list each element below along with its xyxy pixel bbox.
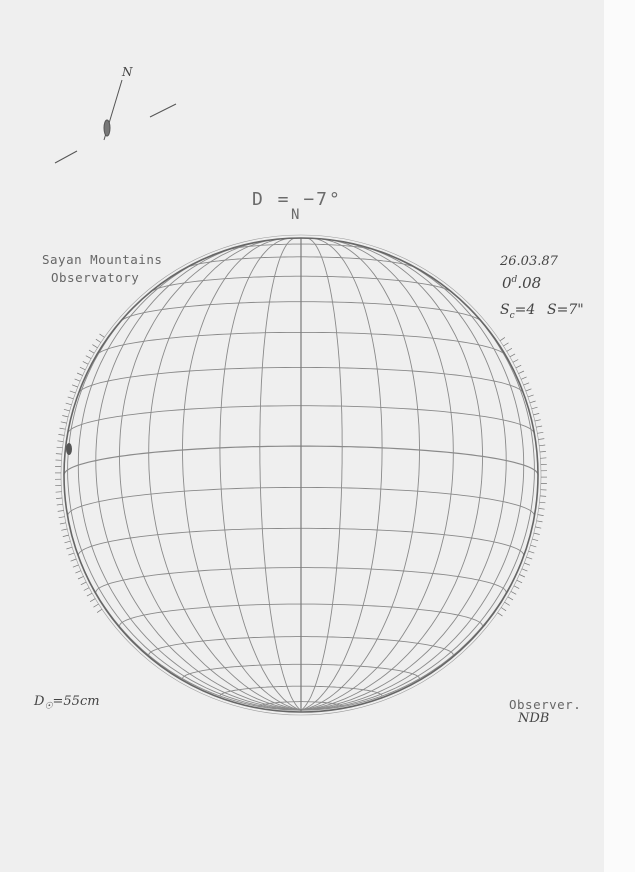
orientation-tick-left	[55, 151, 77, 163]
east-limb-tick	[57, 441, 63, 442]
diameter-value: =55cm	[52, 694, 100, 709]
west-limb-tick	[501, 608, 506, 611]
west-limb-tick	[503, 343, 508, 346]
east-limb-tick	[77, 373, 83, 376]
east-limb-tick	[94, 604, 99, 607]
west-limb-tick	[513, 360, 518, 363]
longitude-line	[301, 238, 342, 710]
east-limb-tick	[97, 609, 102, 612]
instrument-diameter	[34, 694, 100, 712]
east-limb-tick	[56, 498, 62, 499]
observer-name: NDB	[518, 711, 550, 726]
west-limb-tick	[532, 539, 538, 541]
east-limb-tick	[92, 345, 97, 348]
west-limb-tick	[519, 371, 525, 374]
east-limb-tick	[58, 434, 64, 435]
longitude-line	[119, 241, 301, 710]
orientation-tick-right	[150, 104, 176, 117]
east-limb-tick	[61, 422, 67, 423]
east-limb-tick	[59, 517, 65, 518]
west-limb-tick	[531, 545, 537, 547]
east-limb-tick	[96, 339, 101, 342]
west-limb-tick	[537, 432, 543, 433]
west-limb-tick	[498, 613, 503, 616]
spot-marker-icon	[104, 120, 110, 136]
observation-time-days: 0	[502, 274, 512, 292]
seeing-sc	[500, 302, 535, 321]
observatory-name-line2: Observatory	[51, 270, 140, 285]
west-limb-tick	[540, 502, 546, 503]
east-limb-tick	[80, 367, 85, 370]
west-limb-tick	[535, 527, 541, 528]
west-limb-tick	[530, 401, 536, 403]
west-limb-tick	[535, 420, 541, 421]
east-limb-tick	[70, 391, 76, 393]
east-limb-tick	[81, 582, 86, 585]
sunspot-icon	[66, 443, 72, 455]
longitude-line	[301, 241, 483, 710]
west-limb-tick	[505, 602, 510, 605]
west-limb-tick	[521, 377, 527, 379]
east-limb-tick	[66, 547, 72, 549]
west-limb-tick	[508, 597, 513, 600]
west-limb-tick	[526, 389, 532, 391]
west-limb-tick	[537, 521, 543, 522]
east-limb-tick	[73, 565, 79, 567]
east-limb-tick	[57, 504, 63, 505]
west-limb-tick	[514, 586, 519, 589]
east-limb-tick	[60, 428, 66, 429]
east-limb-tick	[61, 529, 67, 530]
east-limb-tick	[75, 571, 81, 573]
east-limb-tick	[78, 576, 84, 579]
east-limb-tick	[87, 593, 92, 596]
east-limb-tick	[71, 559, 77, 561]
longitude-line	[301, 239, 420, 710]
east-limb-tick	[60, 523, 66, 524]
observation-time	[502, 274, 541, 292]
west-limb-tick	[540, 451, 546, 452]
east-limb-tick	[56, 492, 62, 493]
diameter-symbol: D	[34, 694, 45, 709]
east-limb-tick	[65, 541, 71, 543]
west-limb-tick	[528, 395, 534, 397]
east-limb-tick	[100, 334, 105, 337]
seeing-sc-symbol: S	[500, 302, 510, 318]
observation-time-fraction: .08	[517, 274, 542, 292]
east-limb-tick	[58, 511, 64, 512]
west-limb-tick	[534, 533, 540, 534]
observer-label: Observer.	[509, 697, 582, 712]
east-limb-tick	[86, 356, 91, 359]
observation-time-unit: d	[511, 275, 518, 285]
longitude-line	[183, 239, 302, 710]
west-limb-tick	[539, 445, 545, 446]
east-limb-tick	[62, 416, 68, 417]
west-limb-tick	[539, 508, 545, 509]
east-limb-tick	[68, 397, 74, 399]
east-limb-tick	[84, 588, 89, 591]
east-limb-tick	[75, 379, 81, 381]
observatory-name-line1: Sayan Mountains	[42, 252, 163, 267]
west-limb-tick	[524, 563, 530, 565]
west-limb-tick	[538, 515, 544, 516]
west-limb-tick	[529, 551, 535, 553]
longitude-line	[78, 251, 301, 711]
longitude-line	[301, 251, 524, 711]
west-limb-tick	[517, 580, 522, 583]
east-limb-tick	[63, 535, 69, 537]
west-limb-tick	[519, 575, 525, 578]
solar-disk	[52, 235, 547, 715]
west-limb-tick	[540, 458, 546, 459]
west-limb-tick	[533, 413, 539, 415]
east-limb-tick	[72, 385, 78, 387]
east-limb-tick	[68, 553, 74, 555]
east-limb-tick	[66, 403, 72, 405]
diameter-subscript: ☉	[44, 701, 53, 712]
west-limb-tick	[516, 365, 521, 368]
west-limb-tick	[510, 354, 515, 357]
seeing-sc-value: =4	[514, 302, 536, 318]
west-limb-tick	[524, 383, 530, 385]
west-limb-tick	[540, 496, 546, 497]
west-limb-tick	[536, 426, 542, 427]
north-pole-label: N	[291, 207, 300, 223]
west-limb-tick	[507, 348, 512, 351]
east-limb-tick	[89, 350, 94, 353]
west-limb-tick	[500, 337, 505, 340]
east-limb-tick	[90, 599, 95, 602]
east-limb-tick	[56, 454, 62, 455]
west-limb-tick	[522, 569, 528, 571]
west-limb-tick	[527, 557, 533, 559]
declination-label: D = −7°	[252, 189, 342, 210]
longitude-line	[260, 238, 301, 710]
west-limb-tick	[511, 591, 516, 594]
east-limb-tick	[64, 409, 70, 411]
observation-date: 26.03.87	[500, 254, 558, 269]
seeing-s: S=7"	[547, 302, 584, 318]
orientation-diagram	[55, 80, 176, 163]
west-limb-tick	[538, 439, 544, 440]
east-limb-tick	[83, 361, 88, 364]
seeing-sc-subscript: c	[509, 310, 515, 321]
orientation-north-label: N	[122, 65, 133, 79]
east-limb-tick	[57, 447, 63, 448]
west-limb-tick	[532, 407, 538, 409]
